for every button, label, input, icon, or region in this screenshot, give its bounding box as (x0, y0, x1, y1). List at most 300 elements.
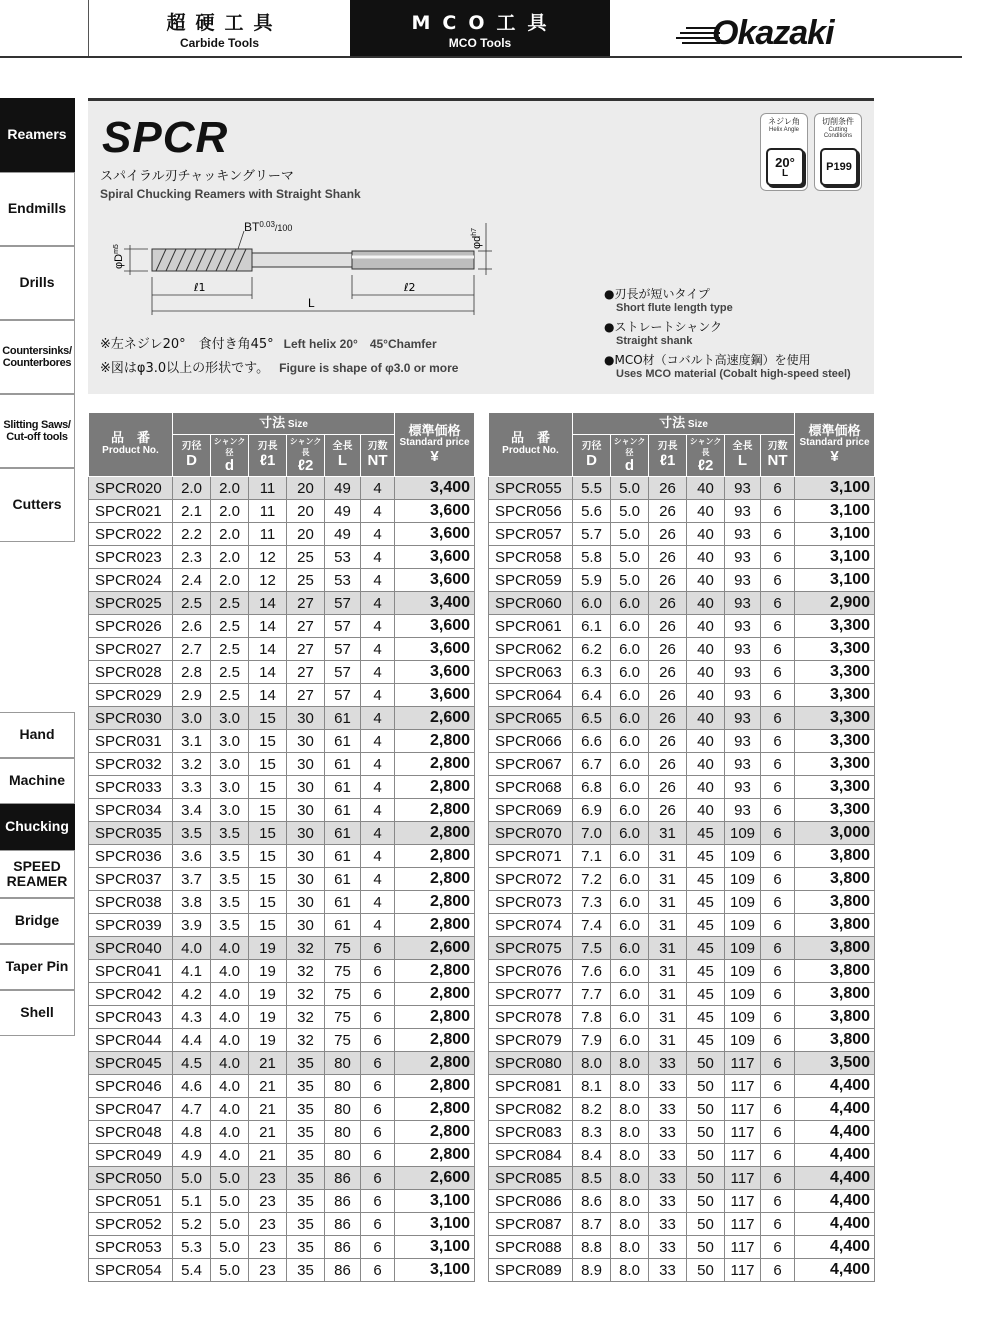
product-no-cell: SPCR024 (89, 569, 173, 592)
shank-length-cell: 30 (287, 845, 325, 868)
product-no-cell: SPCR047 (89, 1098, 173, 1121)
product-no-cell: SPCR088 (489, 1236, 573, 1259)
flute-length-cell: 23 (249, 1236, 287, 1259)
dia-D-cell: 7.2 (573, 868, 611, 891)
sidebar-item-reamers[interactable]: Reamers (0, 98, 75, 172)
product-no-cell: SPCR074 (489, 914, 573, 937)
feature-item (604, 285, 874, 314)
overall-length-cell: 61 (325, 822, 361, 845)
dia-D-cell: 2.0 (173, 477, 211, 500)
flute-length-cell: 14 (249, 661, 287, 684)
table-row (489, 615, 875, 638)
sidebar-item-cutters[interactable]: Cutters (0, 468, 75, 542)
table-row (89, 1144, 475, 1167)
helix-angle-badge (760, 113, 808, 191)
dia-D-cell: 8.8 (573, 1236, 611, 1259)
table-row (489, 1052, 875, 1075)
dia-D-cell: 2.4 (173, 569, 211, 592)
col-header-NT: 刃数 NT (361, 435, 395, 477)
flute-count-cell: 4 (361, 799, 395, 822)
product-no-cell: SPCR068 (489, 776, 573, 799)
price-cell: 2,800 (395, 1029, 475, 1052)
product-no-cell: SPCR049 (89, 1144, 173, 1167)
cutting-conditions-label-jp: 切削条件 (822, 117, 854, 126)
overall-length-cell: 57 (325, 638, 361, 661)
shank-d-cell: 6.0 (611, 661, 649, 684)
sidebar-item-taper-pin[interactable]: Taper Pin (0, 944, 75, 990)
flute-length-cell: 31 (649, 960, 687, 983)
table-row (89, 477, 475, 500)
shank-length-cell: 40 (687, 523, 725, 546)
shank-d-cell: 6.0 (611, 799, 649, 822)
overall-length-cell: 93 (725, 707, 761, 730)
product-no-cell: SPCR086 (489, 1190, 573, 1213)
flute-count-cell: 6 (361, 960, 395, 983)
shank-length-cell: 50 (687, 1236, 725, 1259)
overall-length-cell: 49 (325, 477, 361, 500)
overall-length-cell: 93 (725, 546, 761, 569)
product-no-cell: SPCR038 (89, 891, 173, 914)
flute-length-cell: 33 (649, 1190, 687, 1213)
shank-d-cell: 4.0 (211, 1121, 249, 1144)
overall-length-cell: 86 (325, 1236, 361, 1259)
shank-length-cell: 30 (287, 914, 325, 937)
shank-d-cell: 6.0 (611, 638, 649, 661)
flute-count-cell: 6 (361, 1167, 395, 1190)
shank-d-cell: 4.0 (211, 1006, 249, 1029)
sidebar-item-countersinks[interactable]: Countersinks/ Counterbores (0, 320, 75, 394)
product-code: SPCR (102, 113, 229, 162)
dia-D-cell: 5.7 (573, 523, 611, 546)
flute-count-cell: 6 (361, 1213, 395, 1236)
sidebar-item-drills[interactable]: Drills (0, 246, 75, 320)
product-no-cell: SPCR080 (489, 1052, 573, 1075)
flute-count-cell: 4 (361, 845, 395, 868)
flute-length-cell: 21 (249, 1098, 287, 1121)
l1-label: ℓ1 (194, 281, 206, 294)
flute-count-cell: 6 (361, 1075, 395, 1098)
dia-D-cell: 4.2 (173, 983, 211, 1006)
flute-count-cell: 4 (361, 569, 395, 592)
overall-length-cell: 57 (325, 684, 361, 707)
flute-length-cell: 26 (649, 707, 687, 730)
table-row (89, 1121, 475, 1144)
sidebar-item-endmills[interactable]: Endmills (0, 172, 75, 246)
dia-D-cell: 8.4 (573, 1144, 611, 1167)
dia-D-cell: 7.8 (573, 1006, 611, 1029)
price-cell: 2,800 (395, 730, 475, 753)
overall-length-cell: 57 (325, 661, 361, 684)
price-cell: 4,400 (795, 1236, 875, 1259)
bt-label: $BT^{0.03}_{/100}$ (244, 220, 293, 234)
shank-length-cell: 30 (287, 868, 325, 891)
flute-count-cell: 6 (361, 1144, 395, 1167)
table-row (89, 730, 475, 753)
overall-length-cell: 86 (325, 1167, 361, 1190)
shank-d-cell: 5.0 (211, 1259, 249, 1282)
dia-D-cell: 2.2 (173, 523, 211, 546)
cutting-conditions-label-en: Cutting Conditions (823, 127, 853, 139)
overall-length-cell: 86 (325, 1213, 361, 1236)
flute-length-cell: 31 (649, 1006, 687, 1029)
shank-length-cell: 35 (287, 1236, 325, 1259)
product-no-cell: SPCR026 (89, 615, 173, 638)
dia-D-cell: 5.9 (573, 569, 611, 592)
flute-length-cell: 15 (249, 707, 287, 730)
product-no-cell: SPCR023 (89, 546, 173, 569)
table-row (489, 1236, 875, 1259)
overall-length-cell: 75 (325, 983, 361, 1006)
flute-length-cell: 26 (649, 638, 687, 661)
dia-D-cell: 7.6 (573, 960, 611, 983)
table-row (489, 937, 875, 960)
table-row (89, 937, 475, 960)
spec-table-left (88, 412, 475, 1282)
table-row (89, 1052, 475, 1075)
product-no-header: 品 番 Product No. (489, 413, 573, 477)
overall-length-cell: 109 (725, 868, 761, 891)
flute-count-cell: 4 (361, 891, 395, 914)
shank-length-cell: 50 (687, 1144, 725, 1167)
shank-d-cell: 6.0 (611, 960, 649, 983)
table-row (89, 891, 475, 914)
sidebar-item-slitting-saws[interactable]: Slitting Saws/ Cut-off tools (0, 394, 75, 468)
header-divider (0, 56, 962, 58)
sidebar-item-bridge[interactable]: Bridge (0, 898, 75, 944)
flute-count-cell: 6 (761, 477, 795, 500)
shank-length-cell: 35 (287, 1167, 325, 1190)
dia-D-cell: 5.8 (573, 546, 611, 569)
overall-length-cell: 61 (325, 799, 361, 822)
product-no-cell: SPCR062 (489, 638, 573, 661)
price-cell: 3,600 (395, 684, 475, 707)
table-row (89, 707, 475, 730)
shank-d-cell: 3.5 (211, 891, 249, 914)
shank-length-cell: 30 (287, 822, 325, 845)
flute-length-cell: 33 (649, 1098, 687, 1121)
shank-length-cell: 40 (687, 684, 725, 707)
table-row (489, 1006, 875, 1029)
size-header: 寸法 Size (573, 413, 795, 435)
dia-D-cell: 7.1 (573, 845, 611, 868)
product-no-cell: SPCR087 (489, 1213, 573, 1236)
dia-D-cell: 6.5 (573, 707, 611, 730)
flute-length-cell: 26 (649, 615, 687, 638)
flute-length-cell: 26 (649, 684, 687, 707)
price-cell: 3,800 (795, 914, 875, 937)
flute-count-cell: 4 (361, 523, 395, 546)
dia-D-cell: 7.5 (573, 937, 611, 960)
dia-D-cell: 6.1 (573, 615, 611, 638)
note-figure-en: Figure is shape of φ3.0 or more (279, 361, 459, 375)
dia-D-cell: 7.9 (573, 1029, 611, 1052)
shank-length-cell: 35 (287, 1144, 325, 1167)
shank-length-cell: 30 (287, 730, 325, 753)
price-cell: 2,800 (395, 1075, 475, 1098)
shank-length-cell: 50 (687, 1167, 725, 1190)
flute-count-cell: 6 (761, 1006, 795, 1029)
product-no-cell: SPCR075 (489, 937, 573, 960)
shank-d-cell: 5.0 (611, 569, 649, 592)
dia-D-cell: 5.4 (173, 1259, 211, 1282)
overall-length-cell: 75 (325, 1006, 361, 1029)
shank-d-cell: 2.5 (211, 592, 249, 615)
overall-length-cell: 80 (325, 1052, 361, 1075)
flute-length-cell: 26 (649, 799, 687, 822)
flute-length-cell: 33 (649, 1167, 687, 1190)
flute-length-cell: 14 (249, 615, 287, 638)
table-row (489, 523, 875, 546)
shank-length-cell: 40 (687, 477, 725, 500)
sidebar-item-speed-reamer[interactable]: SPEED REAMER (0, 850, 75, 898)
shank-d-cell: 6.0 (611, 592, 649, 615)
flute-length-cell: 23 (249, 1213, 287, 1236)
shank-d-cell: 6.0 (611, 914, 649, 937)
flute-length-cell: 33 (649, 1144, 687, 1167)
product-no-cell: SPCR041 (89, 960, 173, 983)
product-no-cell: SPCR055 (489, 477, 573, 500)
flute-length-cell: 31 (649, 1029, 687, 1052)
table-row (89, 615, 475, 638)
overall-length-cell: 80 (325, 1075, 361, 1098)
flute-length-cell: 21 (249, 1075, 287, 1098)
shank-length-cell: 27 (287, 638, 325, 661)
dia-D-cell: 6.4 (573, 684, 611, 707)
overall-length-cell: 117 (725, 1075, 761, 1098)
shank-length-cell: 40 (687, 661, 725, 684)
overall-length-cell: 61 (325, 845, 361, 868)
shank-length-cell: 50 (687, 1121, 725, 1144)
price-cell: 3,800 (795, 868, 875, 891)
okazaki-logo (676, 14, 876, 54)
flute-count-cell: 6 (761, 500, 795, 523)
table-row (89, 1075, 475, 1098)
sidebar-item-shell[interactable]: Shell (0, 990, 75, 1036)
product-no-cell: SPCR070 (489, 822, 573, 845)
table-row (89, 960, 475, 983)
price-header: 標準価格 Standard price ¥ (795, 413, 875, 477)
table-row (89, 1098, 475, 1121)
flute-length-cell: 31 (649, 983, 687, 1006)
shank-d-cell: 3.5 (211, 914, 249, 937)
table-row (489, 914, 875, 937)
price-cell: 3,300 (795, 615, 875, 638)
flute-length-cell: 19 (249, 960, 287, 983)
flute-length-cell: 31 (649, 822, 687, 845)
flute-count-cell: 6 (361, 1259, 395, 1282)
shank-d-cell: 4.0 (211, 1029, 249, 1052)
overall-length-cell: 86 (325, 1190, 361, 1213)
shank-d-cell: 6.0 (611, 891, 649, 914)
flute-length-cell: 26 (649, 569, 687, 592)
overall-length-cell: 109 (725, 937, 761, 960)
price-cell: 2,800 (395, 822, 475, 845)
dia-D-cell: 7.3 (573, 891, 611, 914)
price-cell: 3,300 (795, 776, 875, 799)
col-header-L: 全長 L (725, 435, 761, 477)
flute-count-cell: 4 (361, 707, 395, 730)
product-no-cell: SPCR025 (89, 592, 173, 615)
table-row (89, 523, 475, 546)
dia-D-cell: 8.2 (573, 1098, 611, 1121)
overall-length-cell: 93 (725, 615, 761, 638)
price-cell: 3,400 (395, 477, 475, 500)
dia-D-cell: 8.6 (573, 1190, 611, 1213)
flute-length-cell: 26 (649, 477, 687, 500)
table-row (89, 822, 475, 845)
shank-length-cell: 32 (287, 1006, 325, 1029)
header (0, 0, 996, 58)
overall-length-cell: 109 (725, 845, 761, 868)
flute-count-cell: 6 (761, 1190, 795, 1213)
price-cell: 3,300 (795, 730, 875, 753)
table-row (489, 960, 875, 983)
price-cell: 3,100 (795, 569, 875, 592)
table-row (89, 500, 475, 523)
overall-length-cell: 53 (325, 569, 361, 592)
table-row (489, 684, 875, 707)
flute-count-cell: 6 (761, 1121, 795, 1144)
price-cell: 4,400 (795, 1098, 875, 1121)
product-no-cell: SPCR056 (489, 500, 573, 523)
shank-d-cell: 3.0 (211, 776, 249, 799)
price-cell: 2,800 (395, 753, 475, 776)
flute-count-cell: 6 (761, 661, 795, 684)
flute-length-cell: 12 (249, 546, 287, 569)
product-no-cell: SPCR082 (489, 1098, 573, 1121)
flute-length-cell: 26 (649, 500, 687, 523)
shank-d-cell: 8.0 (611, 1098, 649, 1121)
overall-length-cell: 61 (325, 730, 361, 753)
table-row (489, 1144, 875, 1167)
price-cell: 3,100 (795, 546, 875, 569)
overall-length-cell: 117 (725, 1121, 761, 1144)
price-cell: 3,600 (395, 546, 475, 569)
shank-d-cell: 8.0 (611, 1236, 649, 1259)
overall-length-cell: 93 (725, 730, 761, 753)
product-no-cell: SPCR067 (489, 753, 573, 776)
product-no-cell: SPCR078 (489, 1006, 573, 1029)
dia-D-cell: 6.7 (573, 753, 611, 776)
overall-length-cell: 93 (725, 477, 761, 500)
shank-length-cell: 32 (287, 960, 325, 983)
product-no-cell: SPCR021 (89, 500, 173, 523)
shank-d-cell: 5.0 (211, 1167, 249, 1190)
product-no-cell: SPCR089 (489, 1259, 573, 1282)
price-cell: 2,800 (395, 914, 475, 937)
product-no-cell: SPCR076 (489, 960, 573, 983)
col-header-l2: シャンク長 ℓ2 (287, 435, 325, 477)
overall-length-cell: 93 (725, 638, 761, 661)
product-no-cell: SPCR032 (89, 753, 173, 776)
flute-count-cell: 6 (761, 1236, 795, 1259)
product-no-cell: SPCR069 (489, 799, 573, 822)
product-no-cell: SPCR034 (89, 799, 173, 822)
table-row (89, 661, 475, 684)
shank-length-cell: 45 (687, 868, 725, 891)
tab-carbide-en: Carbide Tools (179, 36, 260, 50)
flute-length-cell: 31 (649, 937, 687, 960)
shank-length-cell: 20 (287, 523, 325, 546)
shank-length-cell: 32 (287, 937, 325, 960)
tab-carbide-tools[interactable] (88, 0, 350, 56)
shank-length-cell: 45 (687, 960, 725, 983)
flute-length-cell: 33 (649, 1236, 687, 1259)
product-no-cell: SPCR065 (489, 707, 573, 730)
table-row (89, 1236, 475, 1259)
overall-length-cell: 80 (325, 1144, 361, 1167)
shank-d-cell: 4.0 (211, 983, 249, 1006)
shank-length-cell: 40 (687, 569, 725, 592)
col-header-D: 刃径 D (573, 435, 611, 477)
dia-D-cell: 8.9 (573, 1259, 611, 1282)
dia-D-cell: 4.0 (173, 937, 211, 960)
flute-length-cell: 15 (249, 776, 287, 799)
overall-length-cell: 117 (725, 1098, 761, 1121)
dia-D-cell: 8.0 (573, 1052, 611, 1075)
flute-count-cell: 6 (761, 799, 795, 822)
flute-count-cell: 6 (761, 960, 795, 983)
table-row (89, 914, 475, 937)
tab-carbide-jp: 超硬工具 (166, 12, 283, 34)
flute-length-cell: 23 (249, 1190, 287, 1213)
product-no-cell: SPCR030 (89, 707, 173, 730)
dia-D-cell: 4.4 (173, 1029, 211, 1052)
shank-d-cell: 3.0 (211, 707, 249, 730)
price-cell: 3,600 (395, 500, 475, 523)
flute-count-cell: 6 (761, 1098, 795, 1121)
size-header: 寸法 Size (173, 413, 395, 435)
sidebar-item-hand[interactable]: Hand (0, 712, 75, 758)
overall-length-cell: 117 (725, 1236, 761, 1259)
flute-length-cell: 14 (249, 638, 287, 661)
dia-D-cell: 8.3 (573, 1121, 611, 1144)
product-no-cell: SPCR079 (489, 1029, 573, 1052)
shank-length-cell: 25 (287, 546, 325, 569)
product-no-header: 品 番 Product No. (89, 413, 173, 477)
shank-d-cell: 6.0 (611, 615, 649, 638)
col-header-D: 刃径 D (173, 435, 211, 477)
shank-d-cell: 2.5 (211, 615, 249, 638)
dia-D-cell: 8.7 (573, 1213, 611, 1236)
price-cell: 3,300 (795, 661, 875, 684)
product-no-cell: SPCR044 (89, 1029, 173, 1052)
shank-d-cell: 6.0 (611, 684, 649, 707)
overall-length-cell: 93 (725, 500, 761, 523)
cutting-conditions-badge[interactable] (814, 113, 862, 191)
price-cell: 4,400 (795, 1190, 875, 1213)
price-cell: 3,400 (395, 592, 475, 615)
flute-length-cell: 26 (649, 546, 687, 569)
price-cell: 3,600 (395, 638, 475, 661)
shank-d-cell: 8.0 (611, 1052, 649, 1075)
overall-length-cell: 93 (725, 799, 761, 822)
dia-D-cell: 4.6 (173, 1075, 211, 1098)
shank-d-cell: 8.0 (611, 1075, 649, 1098)
shank-length-cell: 32 (287, 983, 325, 1006)
sidebar-item-machine[interactable]: Machine (0, 758, 75, 804)
flute-length-cell: 33 (649, 1213, 687, 1236)
feature-jp: ●刃長が短いタイプ (604, 287, 710, 301)
product-no-cell: SPCR053 (89, 1236, 173, 1259)
flute-count-cell: 6 (761, 891, 795, 914)
logo-text: Okazaki (712, 14, 834, 52)
sidebar-item-chucking[interactable]: Chucking (0, 804, 75, 850)
tab-mco-tools[interactable] (350, 0, 610, 56)
shank-d-cell: 6.0 (611, 1006, 649, 1029)
flute-count-cell: 6 (761, 684, 795, 707)
product-no-cell: SPCR043 (89, 1006, 173, 1029)
